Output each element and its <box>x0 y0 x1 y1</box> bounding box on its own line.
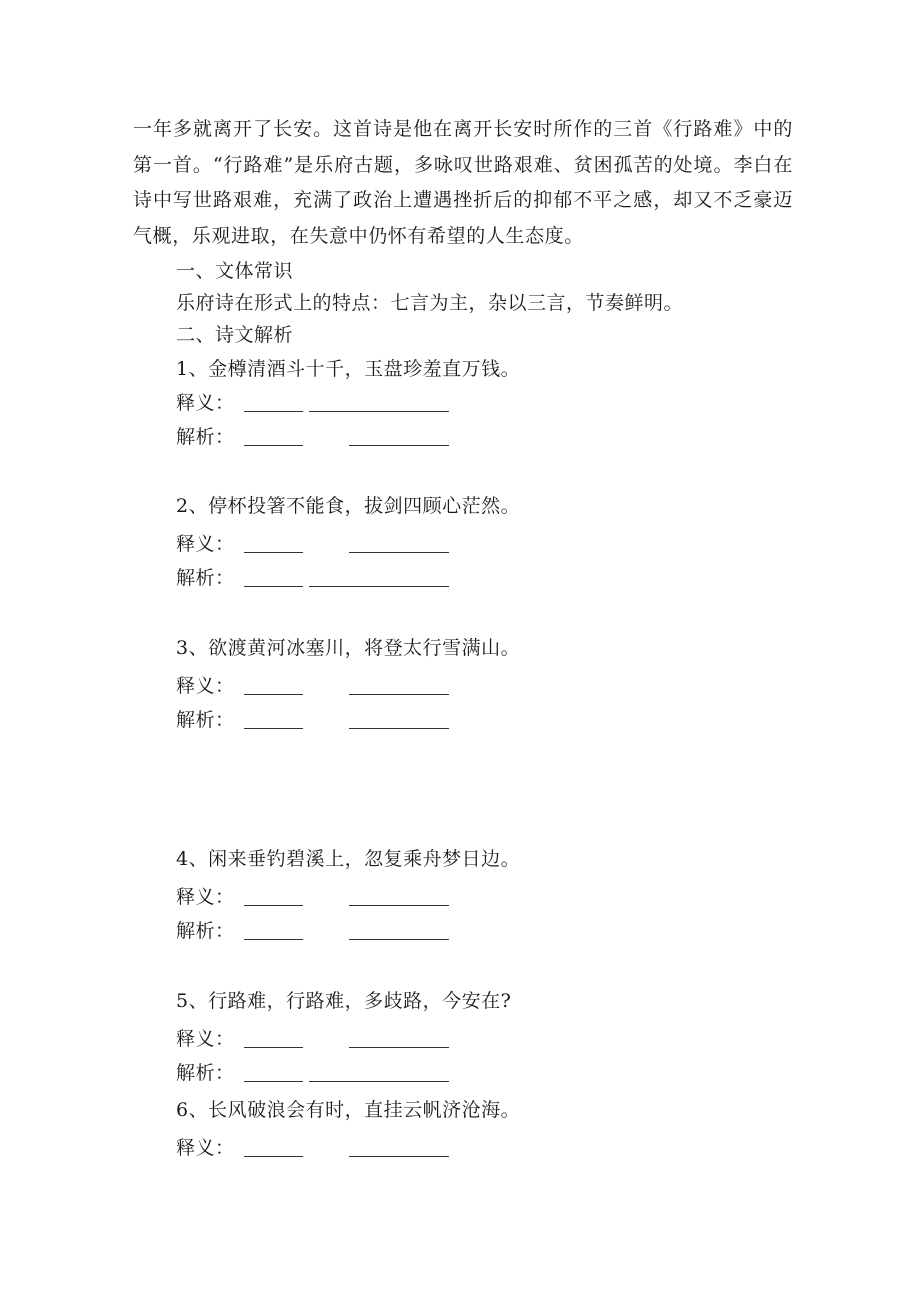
verse-line-1: 1、金樽清酒斗十千，玉盘珍羞直万钱。 <box>176 358 521 380</box>
answer-blank[interactable] <box>349 905 449 906</box>
answer-blank[interactable] <box>349 552 449 553</box>
answer-blank[interactable] <box>244 586 303 587</box>
analysis-label: 解析： <box>176 1062 235 1084</box>
section-1-text: 乐府诗在形式上的特点：七言为主，杂以三言，节奏鲜明。 <box>176 292 684 314</box>
section-2-title: 二、诗文解析 <box>176 324 294 346</box>
answer-blank[interactable] <box>349 728 449 729</box>
answer-blank[interactable] <box>349 1156 449 1157</box>
answer-blank[interactable] <box>244 905 303 906</box>
answer-blank[interactable] <box>349 445 449 446</box>
answer-blank[interactable] <box>244 694 303 695</box>
analysis-row-4 <box>176 918 244 944</box>
answer-blank[interactable] <box>244 445 303 446</box>
meaning-label: 释义： <box>176 533 235 555</box>
answer-blank[interactable] <box>309 1081 449 1082</box>
meaning-label: 释义： <box>176 392 235 414</box>
answer-blank[interactable] <box>244 728 303 729</box>
answer-blank[interactable] <box>244 939 303 940</box>
answer-blank[interactable] <box>244 1081 303 1082</box>
answer-blank[interactable] <box>244 552 303 553</box>
meaning-row-5 <box>176 1026 244 1052</box>
meaning-row-4 <box>176 884 244 910</box>
answer-blank[interactable] <box>244 411 303 412</box>
meaning-row-3 <box>176 673 244 699</box>
verse-line-4: 4、闲来垂钓碧溪上，忽复乘舟梦日边。 <box>176 848 521 870</box>
verse-line-5: 5、行路难，行路难，多歧路，今安在? <box>176 990 512 1012</box>
meaning-row-2 <box>176 531 244 557</box>
analysis-label: 解析： <box>176 426 235 448</box>
analysis-row-1 <box>176 424 244 450</box>
section-1-title: 一、文体常识 <box>176 260 294 282</box>
verse-line-2: 2、停杯投箸不能食，拔剑四顾心茫然。 <box>176 495 521 517</box>
meaning-label: 释义： <box>176 1028 235 1050</box>
intro-paragraph <box>133 112 793 254</box>
meaning-label: 释义： <box>176 886 235 908</box>
meaning-row-6 <box>176 1135 244 1161</box>
answer-blank[interactable] <box>309 411 449 412</box>
answer-blank[interactable] <box>349 1047 449 1048</box>
analysis-label: 解析： <box>176 567 235 589</box>
answer-blank[interactable] <box>309 586 449 587</box>
answer-blank[interactable] <box>349 694 449 695</box>
answer-blank[interactable] <box>349 939 449 940</box>
meaning-label: 释义： <box>176 675 235 697</box>
verse-line-3: 3、欲渡黄河冰塞川，将登太行雪满山。 <box>176 637 521 659</box>
meaning-row-1 <box>176 390 244 416</box>
intro-text: 一年多就离开了长安。这首诗是他在离开长安时所作的三首《行路难》中的第一首。“行路难”是乐府古题，多咏叹世路艰难、贫困孤苦的处境。李白在诗中写世路艰难，充满了政治上遭遇挫折后的抑郁不平之感，却又不乏豪迈气概，乐观进取，在失意中仍怀有希望的人生态度。 <box>133 118 793 247</box>
answer-blank[interactable] <box>244 1156 303 1157</box>
meaning-label: 释义： <box>176 1137 235 1159</box>
analysis-row-3 <box>176 707 244 733</box>
analysis-row-5 <box>176 1060 244 1086</box>
analysis-row-2 <box>176 565 244 591</box>
answer-blank[interactable] <box>244 1047 303 1048</box>
verse-line-6: 6、长风破浪会有时，直挂云帆济沧海。 <box>176 1099 521 1121</box>
analysis-label: 解析： <box>176 920 235 942</box>
analysis-label: 解析： <box>176 709 235 731</box>
